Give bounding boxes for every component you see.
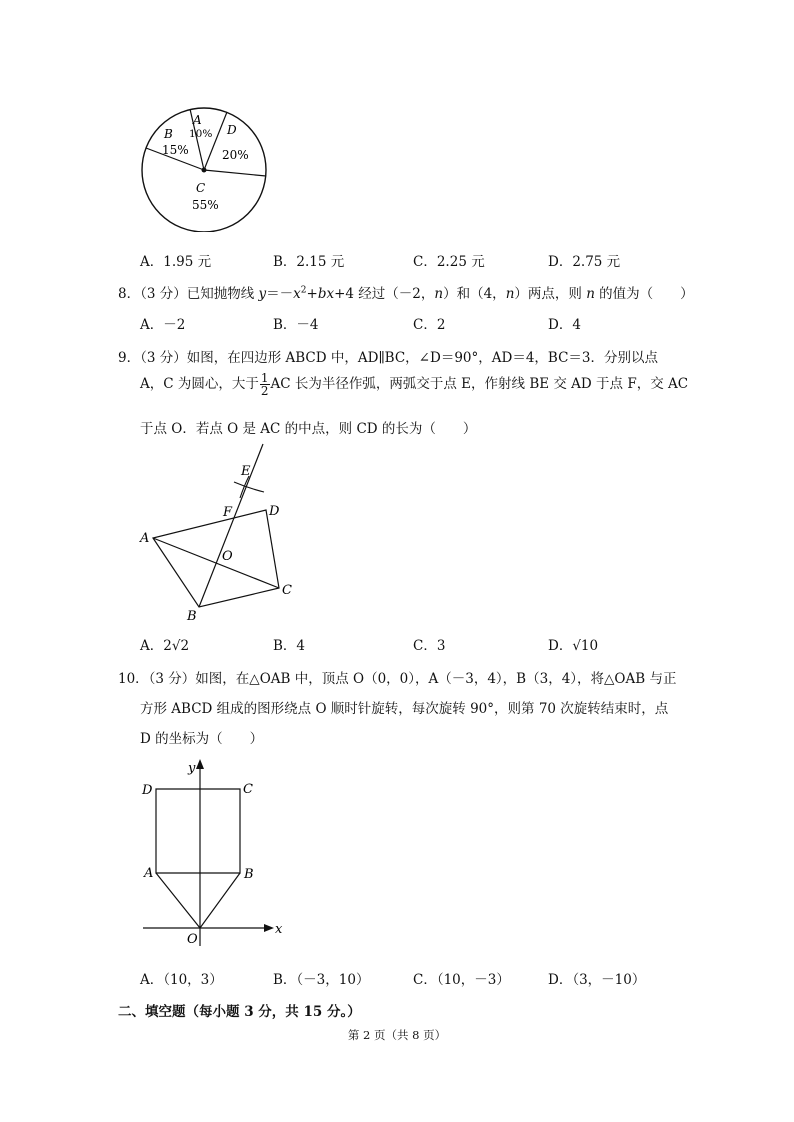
q10-option-d bbox=[548, 968, 645, 988]
option-text: 2.75 元 bbox=[572, 254, 621, 270]
q7-option-b bbox=[273, 250, 344, 270]
square-abcd bbox=[156, 789, 240, 873]
q10-coordinate-figure bbox=[138, 756, 288, 952]
option-text: （－3，10） bbox=[296, 972, 370, 988]
q7-option-d bbox=[548, 250, 620, 270]
q8-eq: ＝－ bbox=[266, 286, 294, 302]
pie-label-a: A bbox=[193, 113, 202, 127]
q10-label-a: A bbox=[144, 866, 154, 881]
y-axis-arrow-icon bbox=[196, 759, 204, 769]
q8-eq: ）和（4， bbox=[443, 286, 506, 302]
q10-label-x: x bbox=[275, 922, 283, 937]
q10-label-o: O bbox=[187, 932, 198, 947]
option-text: 3 bbox=[436, 638, 446, 654]
triangle-oab bbox=[156, 873, 240, 928]
ray-be bbox=[199, 444, 263, 607]
q9-label-f: F bbox=[223, 505, 233, 520]
pie-pct-b: 15% bbox=[162, 143, 189, 157]
option-text: －2 bbox=[163, 317, 186, 333]
option-key: A． bbox=[140, 317, 164, 333]
q9-line-3: 于点 O．若点 O 是 AC 的中点，则 CD 的长为（ ） bbox=[140, 421, 477, 437]
q9-label-o: O bbox=[222, 549, 233, 564]
option-text: （10，3） bbox=[163, 972, 223, 988]
q9-line-2 bbox=[140, 372, 688, 397]
option-text: 1.95 元 bbox=[163, 254, 212, 270]
option-text: （3，－10） bbox=[572, 972, 646, 988]
q8-suffix: 的值为（ ） bbox=[594, 286, 694, 302]
option-key: D． bbox=[548, 254, 573, 270]
q9-line2-a: A，C 为圆心，大于 bbox=[140, 376, 259, 392]
q10-label-b: B bbox=[244, 867, 254, 882]
pie-label-b: B bbox=[164, 127, 173, 141]
q8-option-a bbox=[140, 313, 185, 333]
q9-label-a: A bbox=[140, 531, 150, 546]
q8-var: n bbox=[505, 286, 515, 302]
pie-label-d: D bbox=[227, 123, 237, 137]
option-text: √10 bbox=[572, 638, 599, 654]
q8-var: x bbox=[293, 286, 301, 302]
q8-sup: 2 bbox=[300, 285, 307, 296]
option-text: 2√2 bbox=[163, 638, 190, 654]
pie-pct-d: 20% bbox=[222, 148, 249, 162]
option-key: C． bbox=[413, 972, 437, 988]
option-text: 2.15 元 bbox=[296, 254, 345, 270]
option-key: A． bbox=[140, 638, 164, 654]
option-text: 2.25 元 bbox=[436, 254, 485, 270]
q10-label-d: D bbox=[142, 783, 153, 798]
q9-line2-b: AC 长为半径作弧，两弧交于点 E，作射线 BE 交 AD 于点 F，交 AC bbox=[270, 376, 689, 392]
q9-option-b bbox=[273, 634, 305, 654]
option-key: D． bbox=[548, 972, 573, 988]
q9-label-b: B bbox=[187, 609, 197, 624]
q9-option-a bbox=[140, 634, 189, 654]
option-key: D． bbox=[548, 638, 573, 654]
frac-den: 2 bbox=[260, 384, 269, 398]
q8-eq: ）两点，则 bbox=[514, 286, 587, 302]
q9-label-e: E bbox=[241, 464, 251, 479]
option-key: C． bbox=[413, 317, 437, 333]
option-text: 2 bbox=[436, 317, 446, 333]
q7-option-a bbox=[140, 250, 211, 270]
q8-question bbox=[118, 282, 694, 302]
pie-label-c: C bbox=[196, 181, 206, 195]
q9-quadrilateral-figure bbox=[136, 438, 306, 624]
option-key: B． bbox=[273, 638, 297, 654]
option-text: （10，－3） bbox=[436, 972, 510, 988]
q8-var: b bbox=[317, 286, 327, 302]
pie-chart-figure bbox=[140, 104, 280, 232]
option-text: －4 bbox=[296, 317, 319, 333]
option-key: A． bbox=[140, 254, 164, 270]
q9-line-1: 9．（3 分）如图，在四边形 ABCD 中，AD∥BC，∠D＝90°，AD＝4，BC＝3．分别以点 bbox=[118, 350, 658, 366]
option-key: C． bbox=[413, 638, 437, 654]
q9-option-d bbox=[548, 634, 598, 654]
page-footer: 第 2 页（共 8 页） bbox=[347, 1028, 447, 1042]
option-text: 4 bbox=[572, 317, 581, 333]
q8-var: x bbox=[326, 286, 335, 302]
q8-eq: + bbox=[306, 286, 318, 302]
q10-line-3: D 的坐标为（ ） bbox=[140, 731, 264, 747]
q10-label-c: C bbox=[243, 782, 253, 797]
q8-prefix: 8．（3 分）已知抛物线 bbox=[118, 286, 259, 302]
q10-option-a bbox=[140, 968, 223, 988]
arc-mark-1 bbox=[234, 482, 264, 492]
option-key: B． bbox=[273, 254, 297, 270]
pie-pct-c: 55% bbox=[192, 198, 219, 212]
q8-option-b bbox=[273, 313, 319, 333]
q8-option-d bbox=[548, 313, 581, 333]
q10-line-2: 方形 ABCD 组成的图形绕点 O 顺时针旋转，每次旋转 90°，则第 70 次旋转结束时，点 bbox=[140, 701, 669, 717]
q8-option-c bbox=[413, 313, 445, 333]
q7-option-c bbox=[413, 250, 485, 270]
q8-var: n bbox=[586, 286, 595, 302]
q9-label-c: C bbox=[282, 583, 292, 598]
q9-label-d: D bbox=[269, 504, 280, 519]
q10-option-c bbox=[413, 968, 510, 988]
option-key: B． bbox=[273, 317, 297, 333]
q8-var: n bbox=[434, 286, 444, 302]
q10-line-1: 10．（3 分）如图，在△OAB 中，顶点 O（0，0），A（－3，4），B（3，4），将△OAB 与正 bbox=[118, 671, 677, 687]
frac-num: 1 bbox=[260, 371, 269, 385]
q9-option-c bbox=[413, 634, 445, 654]
q8-var: y bbox=[258, 286, 267, 302]
q10-label-y: y bbox=[188, 761, 196, 776]
pie-center-dot bbox=[202, 168, 207, 173]
q9-fraction bbox=[260, 372, 270, 397]
section-heading: 二、填空题（每小题 3 分，共 15 分。） bbox=[118, 1004, 361, 1020]
option-key: B． bbox=[273, 972, 297, 988]
option-key: A． bbox=[140, 972, 164, 988]
pie-divider-d bbox=[204, 170, 266, 176]
x-axis-arrow-icon bbox=[264, 924, 274, 932]
quadrilateral-abcd bbox=[153, 510, 279, 607]
option-text: 4 bbox=[296, 638, 306, 654]
option-key: D． bbox=[548, 317, 573, 333]
q8-eq: +4 经过（－2， bbox=[334, 286, 435, 302]
option-key: C． bbox=[413, 254, 437, 270]
q10-option-b bbox=[273, 968, 369, 988]
pie-pct-a: 10% bbox=[189, 128, 213, 140]
